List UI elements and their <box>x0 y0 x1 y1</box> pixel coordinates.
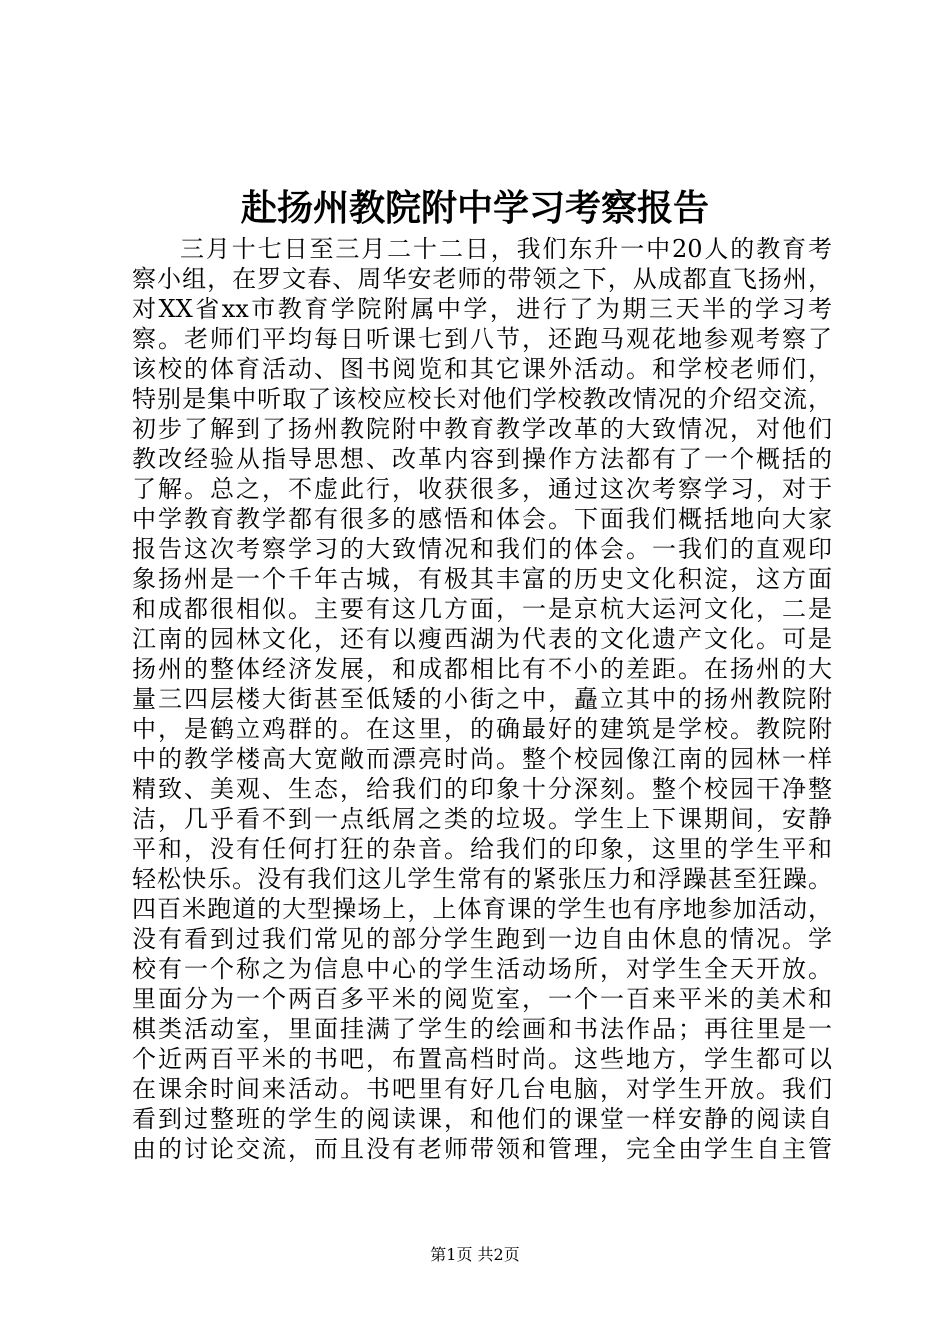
body-line: 报告这次考察学习的大致情况和我们的体会。一我们的直观印 <box>132 535 832 563</box>
body-line: 量三四层楼大街甚至低矮的小街之中，矗立其中的扬州教院附 <box>132 685 832 713</box>
body-line: 轻松快乐。没有我们这儿学生常有的紧张压力和浮躁甚至狂躁。 <box>132 865 832 893</box>
body-line: 没有看到过我们常见的部分学生跑到一边自由休息的情况。学 <box>132 925 832 953</box>
body-line: 平和，没有任何打狂的杂音。给我们的印象，这里的学生平和 <box>132 835 832 863</box>
body-line: 洁，几乎看不到一点纸屑之类的垃圾。学生上下课期间，安静 <box>132 805 832 833</box>
body-line: 察。老师们平均每日听课七到八节，还跑马观花地参观考察了 <box>132 325 832 353</box>
body-line: 教改经验从指导思想、改革内容到操作方法都有了一个概括的 <box>132 445 832 473</box>
body-line: 象扬州是一个千年古城，有极其丰富的历史文化积淀，这方面 <box>132 565 832 593</box>
body-line: 四百米跑道的大型操场上，上体育课的学生也有序地参加活动， <box>132 895 832 923</box>
document-title: 赴扬州教院附中学习考察报告 <box>240 187 709 229</box>
page-number-footer: 第1页 共2页 <box>430 1245 520 1264</box>
body-line: 扬州的整体经济发展，和成都相比有不小的差距。在扬州的大 <box>132 655 832 683</box>
body-line: 精致、美观、生态，给我们的印象十分深刻。整个校园干净整 <box>132 775 832 803</box>
body-line: 校有一个称之为信息中心的学生活动场所，对学生全天开放。 <box>132 955 832 983</box>
body-line: 和成都很相似。主要有这几方面，一是京杭大运河文化，二是 <box>132 595 832 623</box>
body-line: 在课余时间来活动。书吧里有好几台电脑，对学生开放。我们 <box>132 1075 832 1103</box>
body-line: 三月十七日至三月二十二日，我们东升一中20人的教育考 <box>180 235 832 263</box>
body-line: 个近两百平米的书吧，布置高档时尚。这些地方，学生都可以 <box>132 1045 832 1073</box>
body-line: 中，是鹤立鸡群的。在这里，的确最好的建筑是学校。教院附 <box>132 715 832 743</box>
document-body <box>132 234 832 1164</box>
body-line: 了解。总之，不虚此行，收获很多，通过这次考察学习，对于 <box>132 475 832 503</box>
body-line: 看到过整班的学生的阅读课，和他们的课堂一样安静的阅读自 <box>132 1105 832 1133</box>
body-line: 棋类活动室，里面挂满了学生的绘画和书法作品；再往里是一 <box>132 1015 832 1043</box>
body-line: 里面分为一个两百多平米的阅览室，一个一百来平米的美术和 <box>132 985 832 1013</box>
body-line: 对XX省xx市教育学院附属中学，进行了为期三天半的学习考 <box>132 295 832 323</box>
body-line: 初步了解到了扬州教院附中教育教学改革的大致情况，对他们 <box>132 415 832 443</box>
body-line: 中的教学楼高大宽敞而漂亮时尚。整个校园像江南的园林一样 <box>132 745 832 773</box>
body-line: 特别是集中听取了该校应校长对他们学校教改情况的介绍交流， <box>132 385 832 413</box>
body-line: 该校的体育活动、图书阅览和其它课外活动。和学校老师们， <box>132 355 832 383</box>
body-line: 察小组，在罗文春、周华安老师的带领之下，从成都直飞扬州， <box>132 265 832 293</box>
body-line: 由的讨论交流，而且没有老师带领和管理，完全由学生自主管 <box>132 1135 832 1163</box>
body-line: 江南的园林文化，还有以瘦西湖为代表的文化遗产文化。可是 <box>132 625 832 653</box>
body-line: 中学教育教学都有很多的感悟和体会。下面我们概括地向大家 <box>132 505 832 533</box>
